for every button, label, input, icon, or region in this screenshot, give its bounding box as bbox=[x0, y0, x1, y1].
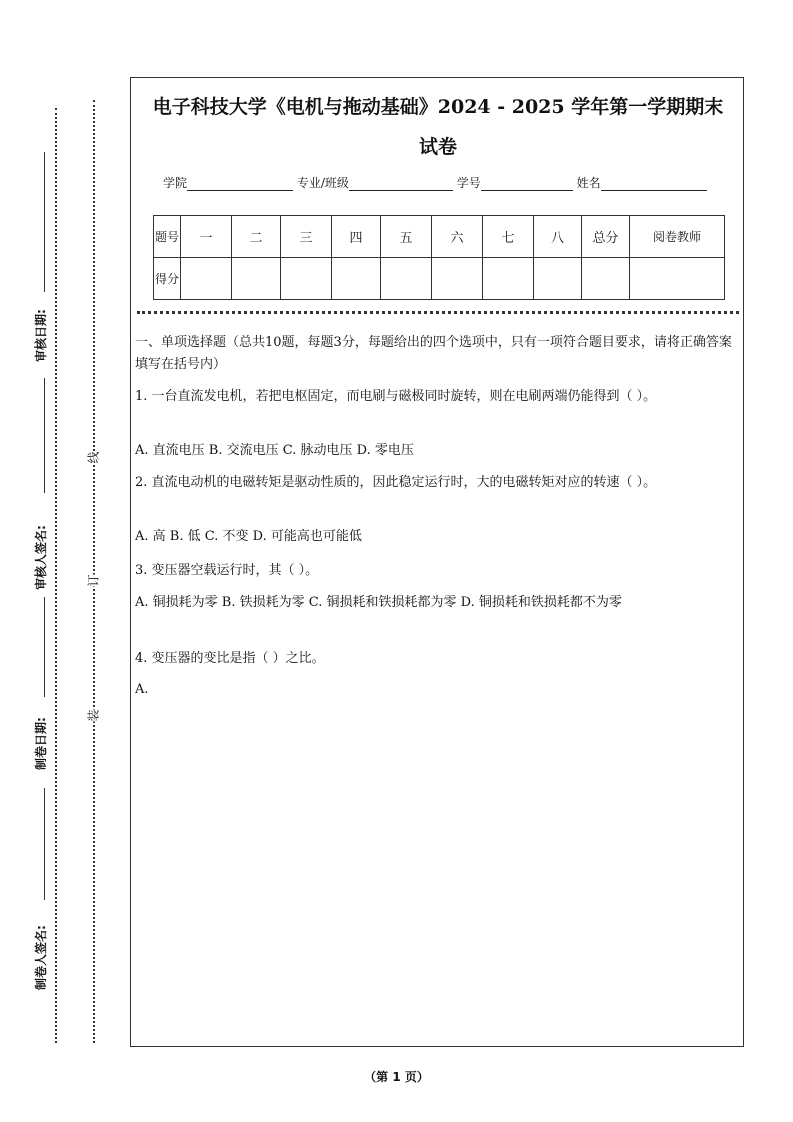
score-table-score-row bbox=[154, 258, 725, 300]
maker-sign-label: 制卷人签名: bbox=[34, 925, 48, 990]
col-grader: 阅卷教师 bbox=[630, 216, 725, 258]
score-cell[interactable] bbox=[232, 258, 281, 300]
info-label-major: 专业/班级 bbox=[296, 176, 349, 190]
col-4: 四 bbox=[332, 216, 381, 258]
header-label-cell: 题号 bbox=[154, 216, 181, 258]
make-date-label: 制卷日期: bbox=[34, 717, 48, 770]
col-total: 总分 bbox=[582, 216, 630, 258]
dotted-separator bbox=[137, 311, 739, 314]
question-4-stem: 4. 变压器的变比是指（ ）之比。 bbox=[135, 651, 325, 666]
score-cell[interactable] bbox=[582, 258, 630, 300]
score-label-cell: 得分 bbox=[154, 258, 181, 300]
page-number: （第 1 页） bbox=[364, 1070, 429, 1084]
section-heading: 一、单项选择题（总共10题，每题3分，每题给出的四个选项中，只有一项符合题目要求，请将正确答案填写在括号内） bbox=[135, 335, 732, 372]
col-3: 三 bbox=[281, 216, 332, 258]
review-date-line bbox=[44, 152, 45, 292]
question-1-options: A. 直流电压 B. 交流电压 C. 脉动电压 D. 零电压 bbox=[135, 443, 414, 458]
question-3-stem: 3. 变压器空载运行时，其（ ）。 bbox=[135, 563, 319, 578]
question-2-stem: 2. 直流电动机的电磁转矩是驱动性质的，因此稳定运行时，大的电磁转矩对应的转速（ ）。 bbox=[135, 475, 657, 490]
info-label-college: 学院 bbox=[163, 176, 188, 190]
score-table bbox=[153, 215, 725, 300]
score-cell[interactable] bbox=[181, 258, 232, 300]
question-2-options: A. 高 B. 低 C. 不变 D. 可能高也可能低 bbox=[135, 529, 362, 544]
major-field[interactable] bbox=[349, 178, 453, 191]
score-cell[interactable] bbox=[630, 258, 725, 300]
info-label-id: 学号 bbox=[456, 176, 481, 190]
college-field[interactable] bbox=[187, 178, 293, 191]
question-1-stem: 1. 一台直流发电机，若把电枢固定，而电刷与磁极同时旋转，则在电刷两端仍能得到（ ）。 bbox=[135, 389, 657, 404]
binding-char-bind: 订 bbox=[86, 574, 101, 587]
col-7: 七 bbox=[483, 216, 534, 258]
score-cell[interactable] bbox=[281, 258, 332, 300]
col-1: 一 bbox=[181, 216, 232, 258]
score-cell[interactable] bbox=[381, 258, 432, 300]
binding-char-line: 线 bbox=[86, 451, 101, 464]
info-label-name: 姓名 bbox=[576, 176, 601, 190]
score-table-header-row bbox=[154, 216, 725, 258]
make-date-line bbox=[44, 597, 45, 697]
maker-sign-line bbox=[44, 788, 45, 900]
col-6: 六 bbox=[432, 216, 483, 258]
review-date-label: 审核日期: bbox=[34, 309, 48, 362]
outer-dotted-line bbox=[55, 108, 57, 1043]
score-cell[interactable] bbox=[534, 258, 582, 300]
score-cell[interactable] bbox=[332, 258, 381, 300]
student-id-field[interactable] bbox=[481, 178, 573, 191]
question-4-options: A. bbox=[135, 682, 149, 697]
exam-title-line2: 试卷 bbox=[418, 136, 457, 158]
col-8: 八 bbox=[534, 216, 582, 258]
col-2: 二 bbox=[232, 216, 281, 258]
binding-char-seal: 装 bbox=[86, 709, 101, 722]
reviewer-sign-label: 审核人签名: bbox=[34, 525, 48, 590]
student-info-row bbox=[163, 174, 707, 191]
score-cell[interactable] bbox=[432, 258, 483, 300]
col-5: 五 bbox=[381, 216, 432, 258]
exam-title-line1: 电子科技大学《电机与拖动基础》2024 - 2025 学年第一学期期末 bbox=[152, 96, 724, 118]
exam-frame bbox=[130, 77, 744, 1047]
reviewer-sign-line bbox=[44, 378, 45, 493]
name-field[interactable] bbox=[601, 178, 707, 191]
inner-dotted-line bbox=[93, 100, 95, 1043]
score-cell[interactable] bbox=[483, 258, 534, 300]
question-3-options: A. 铜损耗为零 B. 铁损耗为零 C. 铜损耗和铁损耗都为零 D. 铜损耗和铁损耗都不为零 bbox=[135, 595, 622, 610]
